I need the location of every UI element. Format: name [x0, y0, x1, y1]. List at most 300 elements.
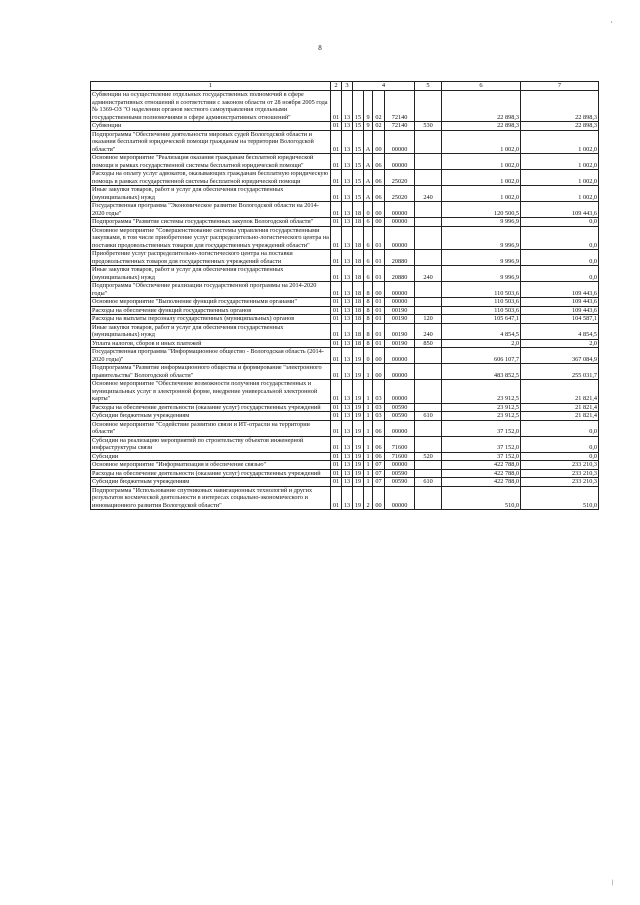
code-cell: 00590: [385, 469, 415, 478]
header-cell: 6: [442, 82, 521, 91]
code-cell: А: [364, 130, 373, 154]
table-row: [91, 186, 599, 202]
code-cell: 01: [331, 130, 342, 154]
code-cell: 01: [331, 306, 342, 315]
code-cell: 00000: [385, 154, 415, 170]
amount-cell: 1 002,0: [442, 170, 521, 186]
amount-cell: 37 152,0: [442, 452, 521, 461]
code-cell: 01: [373, 226, 385, 250]
header-cell: 1: [91, 82, 331, 91]
amount-cell: 1 002,0: [442, 154, 521, 170]
expense-type-cell: [415, 348, 442, 364]
code-cell: 71600: [385, 436, 415, 452]
code-cell: 00000: [385, 486, 415, 510]
code-cell: 1: [364, 436, 373, 452]
row-name-cell: Расходы на обеспечение деятельности (оказание услуг) государственных учреждений: [91, 403, 331, 412]
code-cell: 00000: [385, 130, 415, 154]
code-cell: 13: [342, 403, 353, 412]
code-cell: 00: [373, 348, 385, 364]
header-cell: 4: [353, 82, 415, 91]
table-header-row: [91, 82, 599, 91]
code-cell: 01: [331, 412, 342, 421]
table-row: [91, 154, 599, 170]
table-row: [91, 218, 599, 227]
code-cell: 13: [342, 298, 353, 307]
code-cell: 25020: [385, 170, 415, 186]
expense-type-cell: [415, 130, 442, 154]
table-row: [91, 315, 599, 324]
code-cell: 1: [364, 364, 373, 380]
row-name-cell: Основное мероприятие "Совершенствование системы управления государственными закупками, в том числе приобретение услуг распределительно-логистического центра на поставки продовольственных товаров для государственных учреждений области": [92, 226, 329, 249]
expense-type-cell: [415, 154, 442, 170]
code-cell: 00: [373, 282, 385, 298]
amount-cell: 9 996,9: [442, 250, 521, 266]
code-cell: 19: [353, 403, 364, 412]
code-cell: 13: [342, 436, 353, 452]
code-cell: 00000: [385, 364, 415, 380]
amount-cell: 23 912,5: [442, 403, 521, 412]
code-cell: 8: [364, 306, 373, 315]
code-cell: 06: [373, 186, 385, 202]
code-cell: 13: [342, 202, 353, 218]
table-row: [91, 226, 599, 250]
code-cell: 13: [342, 469, 353, 478]
code-cell: 06: [373, 170, 385, 186]
amount-cell: 0,0: [521, 226, 599, 250]
code-cell: 19: [353, 486, 364, 510]
code-cell: 00000: [385, 298, 415, 307]
header-cell: 7: [521, 82, 599, 91]
amount-cell: 120 500,5: [442, 202, 521, 218]
code-cell: 1: [364, 420, 373, 436]
code-cell: 01: [331, 186, 342, 202]
code-cell: 2: [364, 486, 373, 510]
amount-cell: 510,0: [521, 486, 599, 510]
expense-type-cell: [415, 306, 442, 315]
table-row: [91, 323, 599, 339]
code-cell: 18: [353, 218, 364, 227]
amount-cell: 367 084,9: [521, 348, 599, 364]
page-number: 8: [318, 44, 322, 52]
table-row: [91, 364, 599, 380]
code-cell: 8: [364, 315, 373, 324]
code-cell: 8: [364, 298, 373, 307]
code-cell: 71600: [385, 452, 415, 461]
code-cell: 13: [342, 218, 353, 227]
amount-cell: 422 788,0: [442, 469, 521, 478]
code-cell: 02: [373, 122, 385, 131]
amount-cell: 1 002,0: [521, 170, 599, 186]
row-name-cell: Субсидии: [91, 452, 331, 461]
code-cell: 00: [373, 486, 385, 510]
code-cell: 13: [342, 306, 353, 315]
code-cell: 00: [373, 218, 385, 227]
code-cell: 00000: [385, 420, 415, 436]
code-cell: 00590: [385, 412, 415, 421]
code-cell: 72140: [385, 91, 415, 122]
code-cell: 13: [342, 452, 353, 461]
code-cell: 01: [331, 170, 342, 186]
code-cell: 00000: [385, 202, 415, 218]
code-cell: А: [364, 170, 373, 186]
amount-cell: 110 503,6: [442, 298, 521, 307]
code-cell: 15: [353, 186, 364, 202]
code-cell: 19: [353, 469, 364, 478]
table-row: [91, 380, 599, 404]
code-cell: 01: [331, 218, 342, 227]
amount-cell: 233 210,3: [521, 469, 599, 478]
expense-type-cell: [415, 218, 442, 227]
code-cell: 01: [331, 469, 342, 478]
code-cell: 00: [373, 364, 385, 380]
amount-cell: 22 898,3: [521, 91, 599, 122]
amount-cell: 109 443,6: [521, 202, 599, 218]
code-cell: 18: [353, 339, 364, 348]
code-cell: 00590: [385, 403, 415, 412]
table-row: [91, 306, 599, 315]
code-cell: 13: [342, 266, 353, 282]
code-cell: 6: [364, 266, 373, 282]
expense-type-cell: 850: [415, 339, 442, 348]
row-name-cell: Иные закупки товаров, работ и услуг для обеспечения государственных (муниципальных) нужд: [91, 323, 331, 339]
amount-cell: 37 152,0: [442, 436, 521, 452]
amount-cell: 1 002,0: [521, 186, 599, 202]
code-cell: 13: [342, 315, 353, 324]
amount-cell: 2,0: [442, 339, 521, 348]
code-cell: 01: [331, 452, 342, 461]
row-name-cell: Приобретение услуг распределительно-логистического центра на поставки продовольственных товаров для государственных учреждений области: [91, 250, 331, 266]
code-cell: 01: [331, 461, 342, 470]
code-cell: 8: [364, 323, 373, 339]
code-cell: 01: [373, 250, 385, 266]
code-cell: 19: [353, 364, 364, 380]
code-cell: 00000: [385, 348, 415, 364]
amount-cell: 23 912,5: [442, 380, 521, 404]
expense-type-cell: 240: [415, 266, 442, 282]
amount-cell: 1 002,0: [442, 186, 521, 202]
amount-cell: 0,0: [521, 250, 599, 266]
code-cell: 18: [353, 323, 364, 339]
code-cell: 01: [373, 306, 385, 315]
code-cell: 06: [373, 154, 385, 170]
row-name-cell: Субвенции на осуществление отдельных государственных полномочий в сфере административных отношений в соответствии с законом области от 28 ноября 2005 года № 1369-ОЗ "О наделении органов местного самоуправления отдельными государственными полномочиями в сфере административных отношений": [91, 91, 331, 122]
row-name-cell: Подпрограмма "Развитие информационного общества и формирование "электронного правительства" Вологодской области": [91, 364, 331, 380]
code-cell: 18: [353, 250, 364, 266]
code-cell: 72140: [385, 122, 415, 131]
code-cell: А: [364, 154, 373, 170]
row-name-cell: Основное мероприятие "Содействие развитию связи и ИТ-отрасли на территории области": [91, 420, 331, 436]
amount-cell: 233 210,3: [521, 478, 599, 487]
code-cell: 00190: [385, 315, 415, 324]
code-cell: 13: [342, 122, 353, 131]
code-cell: 06: [373, 420, 385, 436]
code-cell: 01: [331, 478, 342, 487]
code-cell: 06: [373, 436, 385, 452]
code-cell: 13: [342, 348, 353, 364]
expense-type-cell: 530: [415, 122, 442, 131]
code-cell: 1: [364, 380, 373, 404]
code-cell: 19: [353, 420, 364, 436]
table-row: [91, 469, 599, 478]
row-name-cell: Субсидии бюджетным учреждениям: [91, 478, 331, 487]
code-cell: 00190: [385, 323, 415, 339]
row-name-cell: Подпрограмма "Использование спутниковых навигационных технологий и других результатов космической деятельности в интересах социально-экономического и инновационного развития Вологодской области": [91, 486, 331, 510]
amount-cell: 109 443,6: [521, 306, 599, 315]
amount-cell: 9 996,9: [442, 266, 521, 282]
row-name-cell: Субвенции: [91, 122, 331, 131]
amount-cell: 255 031,7: [521, 364, 599, 380]
code-cell: 13: [342, 461, 353, 470]
amount-cell: 9 996,9: [442, 226, 521, 250]
code-cell: 1: [364, 452, 373, 461]
code-cell: 13: [342, 478, 353, 487]
amount-cell: 606 107,7: [442, 348, 521, 364]
code-cell: 01: [331, 266, 342, 282]
code-cell: 07: [373, 461, 385, 470]
code-cell: 19: [353, 380, 364, 404]
code-cell: 01: [331, 282, 342, 298]
expense-type-cell: [415, 461, 442, 470]
amount-cell: 0,0: [521, 452, 599, 461]
code-cell: 25020: [385, 186, 415, 202]
code-cell: 00190: [385, 306, 415, 315]
amount-cell: 21 821,4: [521, 403, 599, 412]
expense-type-cell: [415, 436, 442, 452]
row-name-cell: Основное мероприятие "Обеспечение возможности получения государственных и муниципальных услуг в электронной форме, внедрение универсальной электронной карты": [91, 380, 331, 404]
code-cell: 8: [364, 282, 373, 298]
code-cell: 01: [331, 298, 342, 307]
code-cell: 00000: [385, 226, 415, 250]
row-name-cell: Подпрограмма "Обеспечение реализации государственной программы на 2014-2020 годы": [91, 282, 331, 298]
code-cell: 00000: [385, 282, 415, 298]
row-name-cell: Расходы на выплаты персоналу государственных (муниципальных) органов: [91, 315, 331, 324]
code-cell: 0: [364, 348, 373, 364]
row-name-cell: Основное мероприятие "Информатизация и обеспечение связью": [91, 461, 331, 470]
amount-cell: 2,0: [521, 339, 599, 348]
code-cell: 9: [364, 91, 373, 122]
expense-type-cell: 120: [415, 315, 442, 324]
table-row: [91, 282, 599, 298]
row-name-cell: Основное мероприятие "Выполнение функций государственными органами": [91, 298, 331, 307]
expense-type-cell: [415, 380, 442, 404]
code-cell: 15: [353, 170, 364, 186]
table-row: [91, 420, 599, 436]
code-cell: 20880: [385, 266, 415, 282]
code-cell: 03: [373, 412, 385, 421]
code-cell: 01: [331, 339, 342, 348]
code-cell: 01: [373, 315, 385, 324]
table-row: [91, 250, 599, 266]
amount-cell: 422 788,0: [442, 461, 521, 470]
expense-type-cell: [415, 420, 442, 436]
code-cell: 07: [373, 469, 385, 478]
code-cell: 01: [331, 250, 342, 266]
amount-cell: 109 443,6: [521, 298, 599, 307]
row-name-cell: Подпрограмма "Обеспечение деятельности мировых судей Вологодской области и оказания бесплатной юридической помощи гражданам на территории Вологодской области": [91, 130, 331, 154]
code-cell: 18: [353, 306, 364, 315]
code-cell: 13: [342, 154, 353, 170]
code-cell: 01: [373, 339, 385, 348]
amount-cell: 0,0: [521, 436, 599, 452]
table-row: [91, 478, 599, 487]
code-cell: 01: [331, 154, 342, 170]
code-cell: 18: [353, 315, 364, 324]
code-cell: 13: [342, 486, 353, 510]
code-cell: 19: [353, 412, 364, 421]
amount-cell: 0,0: [521, 420, 599, 436]
table-row: [91, 339, 599, 348]
code-cell: 01: [331, 436, 342, 452]
amount-cell: 1 002,0: [521, 130, 599, 154]
amount-cell: 483 852,5: [442, 364, 521, 380]
table-row: [91, 298, 599, 307]
code-cell: 00000: [385, 461, 415, 470]
code-cell: 19: [353, 348, 364, 364]
amount-cell: 21 821,4: [521, 380, 599, 404]
code-cell: 01: [331, 91, 342, 122]
code-cell: 13: [342, 339, 353, 348]
amount-cell: 110 503,6: [442, 282, 521, 298]
code-cell: 01: [331, 348, 342, 364]
code-cell: 01: [331, 364, 342, 380]
code-cell: 19: [353, 436, 364, 452]
code-cell: 18: [353, 298, 364, 307]
expense-type-cell: [415, 282, 442, 298]
code-cell: 00590: [385, 478, 415, 487]
amount-cell: 510,0: [442, 486, 521, 510]
table-row: [91, 130, 599, 154]
table-row: [91, 348, 599, 364]
amount-cell: 0,0: [521, 266, 599, 282]
code-cell: 01: [331, 122, 342, 131]
amount-cell: 22 898,3: [521, 122, 599, 131]
row-name-cell: Расходы на обеспечение функций государственных органов: [91, 306, 331, 315]
row-name-cell: Расходы на обеспечение деятельности (оказание услуг) государственных учреждений: [91, 469, 331, 478]
table-row: [91, 461, 599, 470]
expense-type-cell: 610: [415, 412, 442, 421]
code-cell: 13: [342, 380, 353, 404]
expense-type-cell: [415, 226, 442, 250]
code-cell: 15: [353, 122, 364, 131]
code-cell: 01: [331, 380, 342, 404]
code-cell: 1: [364, 478, 373, 487]
table-row: [91, 486, 599, 510]
code-cell: 01: [331, 226, 342, 250]
code-cell: 1: [364, 403, 373, 412]
code-cell: 19: [353, 461, 364, 470]
code-cell: 0: [364, 202, 373, 218]
expense-type-cell: [415, 202, 442, 218]
row-name-cell: Подпрограмма "Развитие системы государственных закупок Вологодской области": [91, 218, 331, 227]
edge-mark: |: [612, 880, 614, 886]
amount-cell: 9 996,9: [442, 218, 521, 227]
expense-type-cell: 610: [415, 478, 442, 487]
code-cell: 01: [331, 323, 342, 339]
code-cell: 01: [331, 420, 342, 436]
amount-cell: 1 002,0: [442, 130, 521, 154]
expense-type-cell: [415, 170, 442, 186]
row-name-cell: Основное мероприятие "Реализация оказания гражданам бесплатной юридической помощи в рамках государственной системы бесплатной юридической помощи": [91, 154, 331, 170]
code-cell: 18: [353, 282, 364, 298]
code-cell: 13: [342, 130, 353, 154]
code-cell: 13: [342, 420, 353, 436]
code-cell: 13: [342, 364, 353, 380]
code-cell: 1: [364, 469, 373, 478]
table-row: [91, 266, 599, 282]
code-cell: 01: [331, 315, 342, 324]
code-cell: 01: [331, 403, 342, 412]
amount-cell: 233 210,3: [521, 461, 599, 470]
code-cell: 6: [364, 250, 373, 266]
header-cell: 5: [415, 82, 442, 91]
code-cell: 13: [342, 412, 353, 421]
expense-type-cell: [415, 91, 442, 122]
expense-type-cell: [415, 403, 442, 412]
code-cell: 00190: [385, 339, 415, 348]
code-cell: 18: [353, 266, 364, 282]
code-cell: 18: [353, 202, 364, 218]
table-row: [91, 452, 599, 461]
code-cell: А: [364, 186, 373, 202]
code-cell: 01: [331, 202, 342, 218]
header-cell: 3: [342, 82, 353, 91]
amount-cell: 4 854,5: [521, 323, 599, 339]
code-cell: 13: [342, 282, 353, 298]
expense-type-cell: [415, 486, 442, 510]
expense-type-cell: 520: [415, 452, 442, 461]
amount-cell: 37 152,0: [442, 420, 521, 436]
row-name-cell: Уплата налогов, сборов и иных платежей: [91, 339, 331, 348]
code-cell: 01: [373, 266, 385, 282]
row-name-cell: Иные закупки товаров, работ и услуг для обеспечения государственных (муниципальных) нужд: [91, 266, 331, 282]
expense-type-cell: [415, 298, 442, 307]
code-cell: 15: [353, 91, 364, 122]
code-cell: 06: [373, 452, 385, 461]
row-name-cell: Государственная программа "Экономическое развитие Вологодской области на 2014-2020 годы": [91, 202, 331, 218]
code-cell: 00000: [385, 380, 415, 404]
amount-cell: 105 647,1: [442, 315, 521, 324]
row-name-cell: Субсидии на реализацию мероприятий по строительству объектов инженерной инфраструктуры связи: [91, 436, 331, 452]
amount-cell: 22 898,3: [442, 91, 521, 122]
amount-cell: 110 503,6: [442, 306, 521, 315]
code-cell: 20880: [385, 250, 415, 266]
code-cell: 07: [373, 478, 385, 487]
row-name-cell: Иные закупки товаров, работ и услуг для обеспечения государственных (муниципальных) нужд: [91, 186, 331, 202]
code-cell: 15: [353, 154, 364, 170]
row-name-cell: Субсидии бюджетным учреждениям: [91, 412, 331, 421]
code-cell: 00: [373, 130, 385, 154]
table-row: [91, 122, 599, 131]
row-name-cell: Расходы на оплату услуг адвокатов, оказывающих гражданам бесплатную юридическую помощь в рамках государственной системы бесплатной юридической помощи: [91, 170, 331, 186]
expense-type-cell: [415, 250, 442, 266]
table-row: [91, 170, 599, 186]
amount-cell: 422 788,0: [442, 478, 521, 487]
table-row: [91, 403, 599, 412]
edge-mark: ,: [611, 18, 613, 24]
table-row: [91, 202, 599, 218]
amount-cell: 109 443,6: [521, 282, 599, 298]
expense-type-cell: [415, 469, 442, 478]
code-cell: 13: [342, 226, 353, 250]
code-cell: 19: [353, 478, 364, 487]
amount-cell: 22 898,3: [442, 122, 521, 131]
table-row: [91, 436, 599, 452]
code-cell: 13: [342, 250, 353, 266]
code-cell: 6: [364, 226, 373, 250]
code-cell: 15: [353, 130, 364, 154]
header-cell: 2: [331, 82, 342, 91]
code-cell: 01: [331, 486, 342, 510]
